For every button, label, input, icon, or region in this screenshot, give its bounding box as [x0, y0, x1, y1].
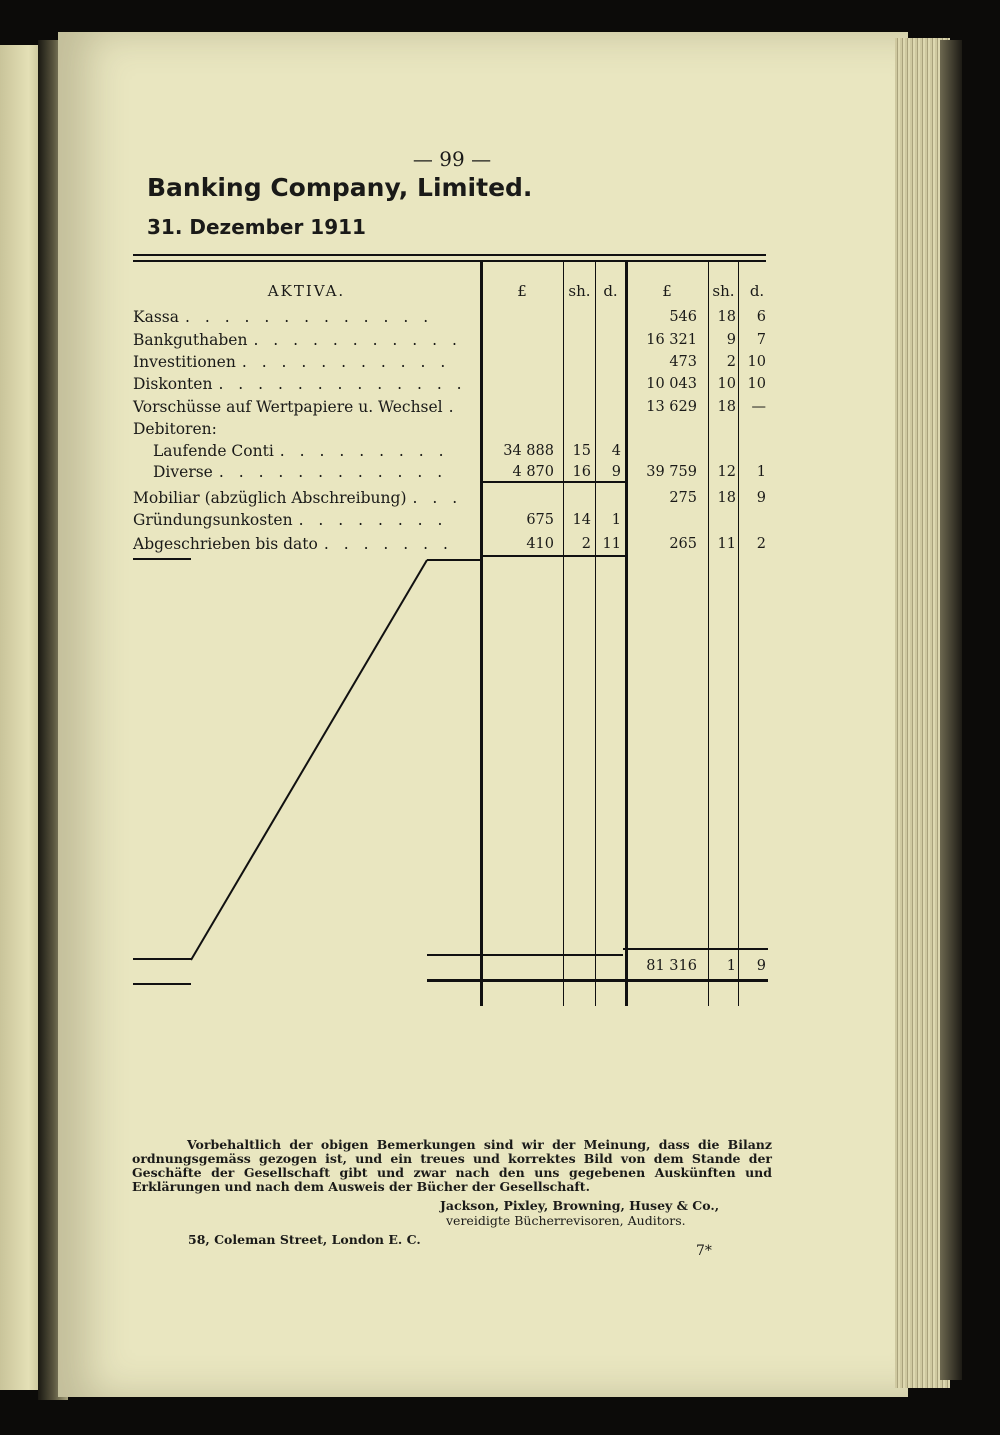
- cell-outer-d: 7: [756, 332, 766, 348]
- cell-outer-sh: 18: [717, 399, 736, 415]
- cell-inner-pound: 4 870: [512, 464, 554, 480]
- cell-outer-sh: 9: [726, 332, 736, 348]
- row-label-text: Diverse: [153, 463, 213, 481]
- auditor-role: vereidigte Bücherrevisoren, Auditors.: [446, 1213, 686, 1228]
- cell-outer-sh: 11: [717, 536, 736, 552]
- cell-outer-d: 1: [756, 464, 766, 480]
- row-label-text: Investitionen: [133, 353, 236, 371]
- cell-outer-d: 6: [756, 309, 766, 325]
- total-sh: 1: [726, 958, 736, 974]
- row-label-text: Laufende Conti: [153, 442, 274, 460]
- row-label-text: Abgeschrieben bis dato: [133, 535, 318, 553]
- row-label-text: Vorschüsse auf Wertpapiere u. Wechsel: [133, 398, 443, 416]
- cell-outer-pound: 473: [669, 354, 697, 370]
- leader-dots: . . . . . . . . . . . . .: [218, 375, 467, 393]
- leader-dots: . . . . . . .: [323, 535, 453, 553]
- leader-dots: . . . . . . . . . . . . .: [184, 308, 434, 326]
- auditor-note-text: Vorbehaltlich der obigen Bemerkungen sind wir der Meinung, dass die Bilanz ordnungsgemäss gezogen ist, und ein treues und korrektes Bild von dem Stande der Geschäfte der Gesellschaft gibt und zwar nach den uns gegebenen Auskünften und Erklärungen und nach dem Ausweis der Bücher der Gesellschaft.: [132, 1137, 772, 1194]
- row-label-text: Kassa: [133, 308, 179, 326]
- header-inner-pound: £: [517, 282, 527, 300]
- header-inner-sh: sh.: [568, 282, 591, 300]
- total-rule-left-2: [133, 983, 191, 985]
- balance-date: 31. Dezember 1911: [147, 215, 366, 239]
- cell-outer-pound: 275: [669, 490, 697, 506]
- cell-inner-d: 9: [611, 464, 621, 480]
- header-outer-sh: sh.: [712, 282, 735, 300]
- cell-outer-d: 2: [756, 536, 766, 552]
- cell-outer-pound: 10 043: [646, 376, 697, 392]
- total-d: 9: [756, 958, 766, 974]
- leader-dots: . . . . . . . . .: [279, 442, 449, 460]
- cell-outer-d: —: [751, 399, 766, 415]
- row-label-text: Debitoren:: [133, 420, 217, 438]
- cell-outer-d: 9: [756, 490, 766, 506]
- total-rule-left-1: [133, 958, 191, 960]
- total-pound: 81 316: [646, 958, 697, 974]
- header-outer-d: d.: [749, 282, 765, 300]
- cell-outer-sh: 12: [717, 464, 736, 480]
- auditor-note: [132, 1138, 772, 1194]
- leader-dots: . . . . . . . . . . .: [253, 331, 462, 349]
- auditor-address: 58, Coleman Street, London E. C.: [188, 1232, 421, 1247]
- row-label-text: Bankguthaben: [133, 331, 248, 349]
- cell-inner-d: 4: [611, 443, 621, 459]
- cell-inner-sh: 14: [572, 512, 591, 528]
- leader-dots: . . . . . . . . . . .: [241, 353, 451, 371]
- cell-inner-sh: 15: [572, 443, 591, 459]
- cell-inner-pound: 34 888: [503, 443, 554, 459]
- cell-inner-pound: 675: [526, 512, 554, 528]
- cell-outer-sh: 18: [717, 490, 736, 506]
- cell-outer-sh: 2: [726, 354, 736, 370]
- cell-outer-sh: 10: [717, 376, 736, 392]
- cell-outer-pound: 546: [669, 309, 697, 325]
- company-title: Banking Company, Limited.: [147, 173, 533, 202]
- page-number: — 99 —: [412, 147, 492, 171]
- cell-outer-pound: 13 629: [646, 399, 697, 415]
- row-label-text: Diskonten: [133, 375, 213, 393]
- total-rule-mid-top: [427, 954, 623, 956]
- sheet-mark: 7*: [696, 1243, 712, 1259]
- cell-inner-pound: 410: [526, 536, 554, 552]
- cell-outer-pound: 265: [669, 536, 697, 552]
- leader-dots: . . . . . . . .: [298, 511, 448, 529]
- cell-inner-sh: 2: [581, 536, 591, 552]
- cell-outer-pound: 39 759: [646, 464, 697, 480]
- leader-dots: . . . . . . . . . . . .: [218, 463, 448, 481]
- auditor-signature: Jackson, Pixley, Browning, Husey & Co.,: [440, 1198, 720, 1213]
- total-rule-bottom: [427, 979, 768, 982]
- section-title-aktiva: AKTIVA.: [267, 282, 346, 300]
- row-label-text: Mobiliar (abzüglich Abschreibung): [133, 489, 407, 507]
- cell-inner-d: 11: [602, 536, 621, 552]
- header-inner-d: d.: [603, 282, 618, 300]
- cell-inner-d: 1: [611, 512, 621, 528]
- cell-outer-sh: 18: [717, 309, 736, 325]
- cell-outer-d: 10: [747, 354, 766, 370]
- leader-dots: .: [448, 398, 459, 416]
- row-label-text: Gründungsunkosten: [133, 511, 293, 529]
- cell-outer-d: 10: [747, 376, 766, 392]
- cell-inner-sh: 16: [572, 464, 591, 480]
- header-outer-pound: £: [662, 282, 672, 300]
- leader-dots: . . .: [412, 489, 463, 507]
- cell-outer-pound: 16 321: [646, 332, 697, 348]
- total-rule-right-top: [623, 948, 768, 950]
